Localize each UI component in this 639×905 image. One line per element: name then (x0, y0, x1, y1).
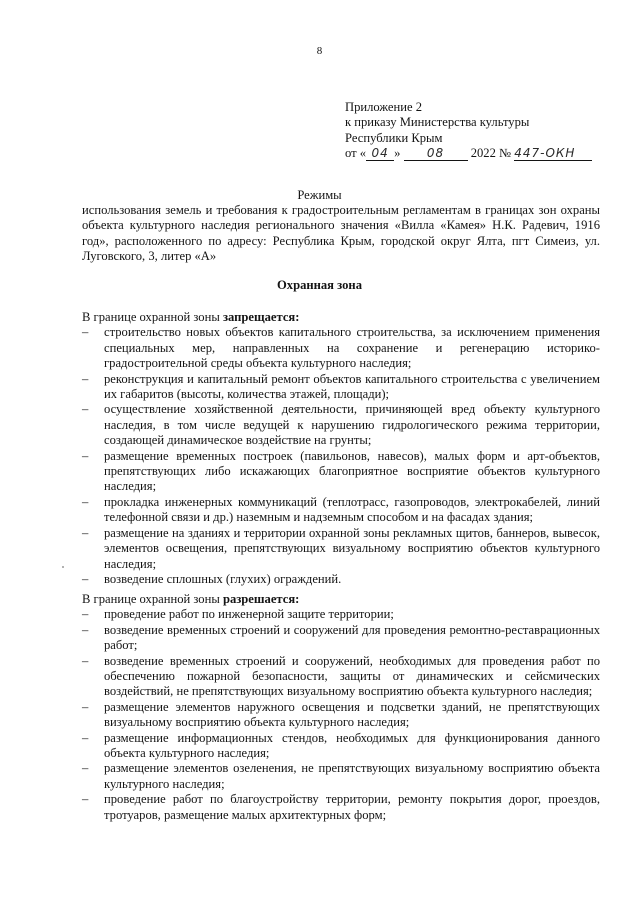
permitted-label-prefix: В границе охранной зоны (82, 592, 223, 606)
prohibited-section (82, 310, 600, 587)
list-item (82, 325, 600, 371)
dash-marker: – (82, 494, 89, 509)
order-month-field (404, 147, 468, 161)
list-item-text: размещение элементов озеленения, не препятствующих визуальному восприятию объекта культурного наследия; (104, 761, 600, 791)
handwritten-order-number: 447-ОКН (514, 146, 576, 161)
list-item-text: возведение временных строений и сооружений, необходимых для проведения работ по обеспечению пожарной безопасности, защиты от динамических и сейсмических воздействий, не препятствующих визуальному восприятию объекта культурного наследия; (104, 653, 600, 699)
dash-marker: – (82, 699, 89, 714)
list-item (82, 792, 600, 823)
order-date-line (345, 146, 615, 161)
appendix-block (345, 100, 615, 162)
order-year-label: 2022 № (470, 146, 512, 161)
list-item (82, 731, 600, 762)
margin-mark (62, 566, 64, 568)
permitted-label (82, 592, 600, 607)
permitted-label-keyword: разрешается: (222, 592, 300, 606)
list-item-text: проведение работ по благоустройству территории, ремонту покрытия дорог, проездов, тротуаров, размещение малых архитектурных форм; (104, 792, 600, 822)
order-from-label: от « (345, 146, 367, 161)
list-item (82, 607, 600, 622)
handwritten-day: 04 (371, 146, 389, 161)
dash-marker: – (82, 525, 89, 540)
list-item-text: осуществление хозяйственной деятельности, причиняющей вред объекту культурного наследия, в том числе ведущей к нарушению гидрологического режима территории, создающей динамическое воздействие на грунты; (104, 402, 600, 448)
document-intro: использования земель и требования к градостроительным регламентам в границах зон охраны объекта культурного наследия регионального значения «Вилла «Камея» Н.К. Радевич, 1916 год», расположенного по адресу: Республика Крым, городской округ Ялта, пгт Симеиз, ул. Луговского, 3, литер «А» (82, 203, 600, 264)
dash-marker: – (82, 571, 89, 586)
appendix-republic: Республики Крым (345, 130, 443, 145)
dash-marker: – (82, 402, 89, 417)
prohibited-label-keyword: запрещается: (222, 310, 300, 324)
appendix-order-ref: к приказу Министерства культуры (345, 115, 530, 130)
dash-marker: – (82, 448, 89, 463)
page-number: 8 (316, 45, 323, 57)
list-item-text: проведение работ по инженерной защите территории; (104, 607, 394, 622)
dash-marker: – (82, 730, 89, 745)
handwritten-month: 08 (426, 146, 445, 161)
dash-marker: – (82, 371, 89, 386)
dash-marker: – (82, 653, 89, 668)
dash-marker: – (82, 607, 89, 622)
list-item-text: прокладка инженерных коммуникаций (теплотрасс, газопроводов, электрокабелей, линий телефонной связи и др.) наземным и надземным способом и на фасадах здания; (104, 494, 600, 525)
list-item-text: возведение временных строений и сооружений для проведения ремонтно-реставрационных работ; (104, 622, 600, 653)
dash-marker: – (82, 622, 89, 637)
prohibited-label-prefix: В границе охранной зоны (82, 310, 223, 324)
zone-title: Охранная зона (276, 278, 362, 292)
prohibited-list (82, 325, 600, 587)
list-item-text: размещение временных построек (павильонов, навесов), малых форм и арт-объектов, препятствующих либо искажающих благоприятное восприятие объектов культурного наследия; (104, 448, 600, 494)
dash-marker: – (82, 792, 89, 807)
list-item (82, 402, 600, 448)
list-item-text: размещение информационных стендов, необходимых для функционирования данного объекта культурного наследия; (104, 730, 600, 761)
list-item-text: возведение сплошных (глухих) ограждений. (104, 571, 342, 586)
list-item-text: реконструкция и капитальный ремонт объектов капитального строительства с увеличением их габаритов (высоты, количества этажей, площади); (104, 371, 600, 402)
list-item (82, 449, 600, 495)
dash-marker: – (82, 325, 89, 340)
list-item (82, 623, 600, 654)
prohibited-label (82, 310, 600, 325)
permitted-section (82, 592, 600, 823)
list-item (82, 495, 600, 526)
document-heading: Режимы (297, 188, 342, 202)
list-item (82, 526, 600, 572)
appendix-title: Приложение 2 (345, 100, 423, 114)
list-item-text: размещение элементов наружного освещения и подсветки зданий, не препятствующих визуальному восприятию объекта культурного наследия; (104, 699, 600, 730)
list-item (82, 761, 600, 792)
list-item-text: строительство новых объектов капитального строительства, за исключением применения специальных мер, направленных на сохранение и регенерацию историко-градостроительной среды объекта культурного наследия; (104, 325, 600, 371)
list-item (82, 654, 600, 700)
order-number-field (514, 147, 592, 161)
dash-marker: – (82, 761, 89, 776)
list-item (82, 572, 600, 587)
list-item (82, 372, 600, 403)
order-close-quote: » (394, 146, 401, 161)
permitted-list (82, 607, 600, 823)
list-item (82, 700, 600, 731)
order-day-field (366, 147, 394, 161)
list-item-text: размещение на зданиях и территории охранной зоны рекламных щитов, баннеров, вывесок, элементов освещения, препятствующих визуальному восприятию объектов культурного наследия; (104, 525, 600, 571)
